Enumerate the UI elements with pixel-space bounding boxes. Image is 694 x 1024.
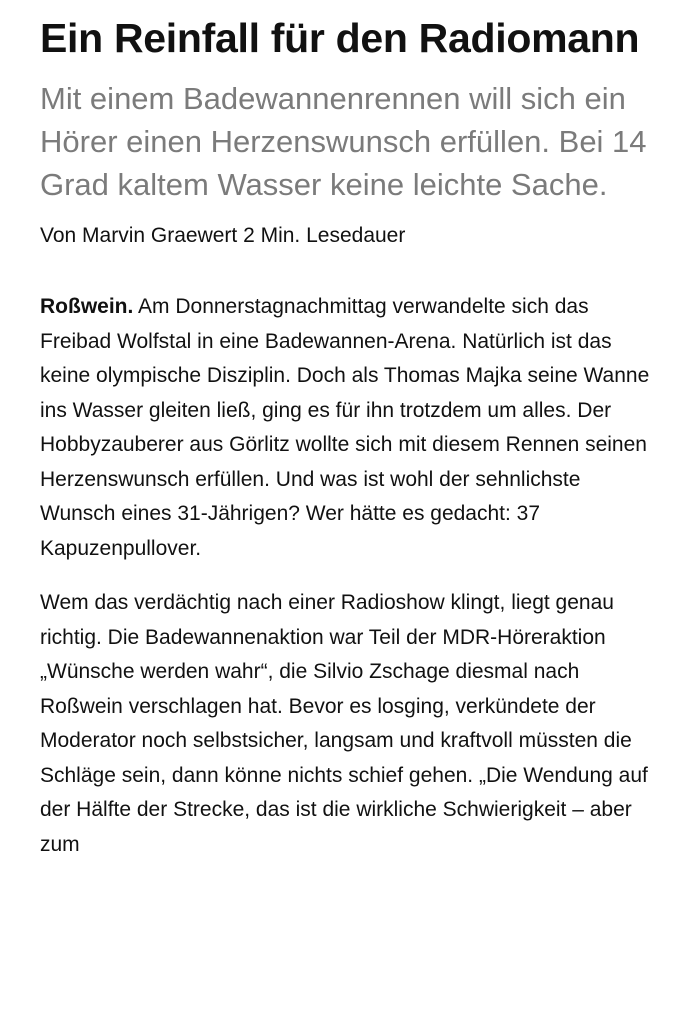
article: [40, 14, 660, 862]
article-headline: Ein Reinfall für den Radiomann: [40, 15, 640, 61]
article-paragraph: [40, 586, 660, 862]
article-dateline: Roßwein.: [40, 295, 134, 318]
article-paragraph-text: Wem das verdächtig nach einer Radioshow klingt, liegt genau richtig. Die Badewannenaktion war Teil der MDR-Höreraktion „Wünsche werden wahr“, die Silvio Zschage diesmal nach Roßwein verschlagen hat. Bevor es losging, verkündete der Moderator noch selbstsicher, langsam und kraftvoll müssten die Schläge sein, dann könne nichts schief gehen. „Die Wendung auf der Hälfte der Strecke, das ist die wirkliche Schwierigkeit – aber zum: [40, 591, 648, 856]
article-byline: Von Marvin Graewert 2 Min. Lesedauer: [40, 224, 406, 247]
article-paragraph: [40, 290, 660, 566]
article-subline: Mit einem Badewannenrennen will sich ein Hörer einen Herzenswunsch erfüllen. Bei 14 Grad kaltem Wasser keine leichte Sache.: [40, 81, 647, 202]
article-paragraph-text: Am Donnerstagnachmittag verwandelte sich das Freibad Wolfstal in eine Badewannen-Arena. Natürlich ist das keine olympische Disziplin. Doch als Thomas Majka seine Wanne ins Wasser gleiten ließ, ging es für ihn trotzdem um alles. Der Hobbyzauberer aus Görlitz wollte sich mit diesem Rennen seinen Herzenswunsch erfüllen. Und was ist wohl der sehnlichste Wunsch eines 31-Jährigen? Wer hätte es gedacht: 37 Kapuzenpullover.: [40, 295, 650, 560]
